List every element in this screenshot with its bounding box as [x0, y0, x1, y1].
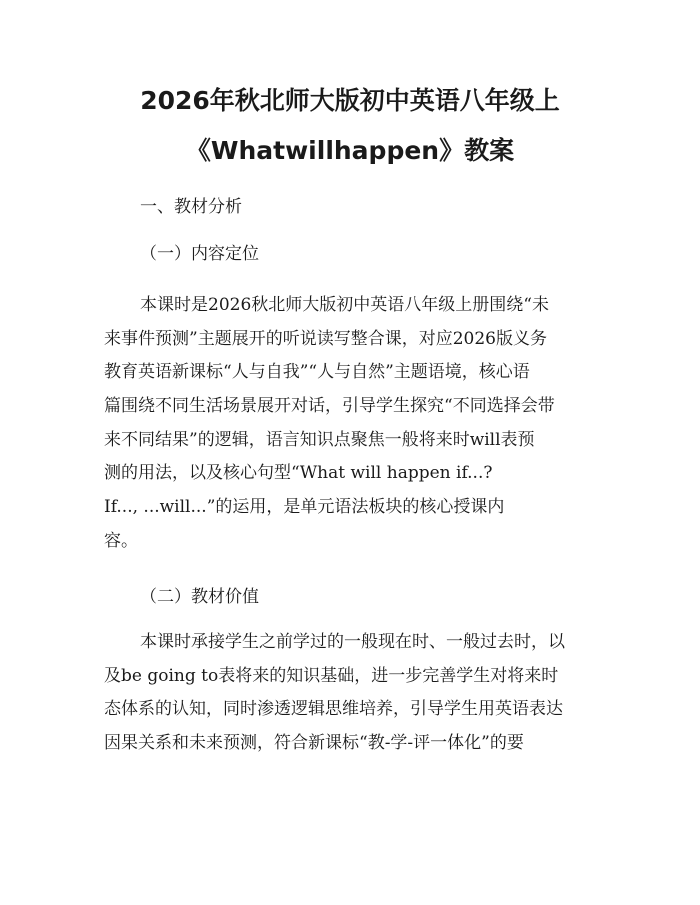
paragraph-line: If..., ...will...”的运用，是单元语法板块的核心授课内 [104, 497, 505, 518]
paragraph-line: 本课时是2026秋北师大版初中英语八年级上册围绕“未 [140, 295, 549, 315]
paragraph-line: 本课时承接学生之前学过的一般现在时、一般过去时，以 [140, 632, 565, 652]
subsection-heading-content-positioning: （一）内容定位 [140, 244, 259, 264]
document-title-line-2: 《Whatwillhappen》教案 [185, 136, 515, 165]
paragraph-textbook-value [104, 630, 604, 765]
section-heading-textbook-analysis: 一、教材分析 [140, 197, 242, 217]
paragraph-line: 态体系的认知，同时渗透逻辑思维培养，引导学生用英语表达 [104, 699, 563, 720]
paragraph-line: 因果关系和未来预测，符合新课标“教-学-评一体化”的要 [104, 733, 524, 754]
paragraph-line: 来事件预测”主题展开的听说读写整合课，对应2026版义务 [104, 328, 547, 349]
paragraph-line: 教育英语新课标“人与自我”“人与自然”主题语境，核心语 [104, 362, 530, 383]
paragraph-content-positioning [104, 293, 604, 563]
paragraph-line: 容。 [104, 530, 138, 551]
paragraph-line: 来不同结果”的逻辑，语言知识点聚焦一般将来时will表预 [104, 429, 535, 450]
subsection-heading-textbook-value: （二）教材价值 [140, 587, 259, 607]
paragraph-line: 测的用法，以及核心句型“What will happen if...? [104, 463, 493, 484]
paragraph-line: 及be going to表将来的知识基础，进一步完善学生对将来时 [104, 665, 559, 686]
document-title-line-1: 2026年秋北师大版初中英语八年级上 [140, 86, 560, 115]
paragraph-line: 篇围绕不同生活场景展开对话，引导学生探究“不同选择会带 [104, 396, 555, 417]
